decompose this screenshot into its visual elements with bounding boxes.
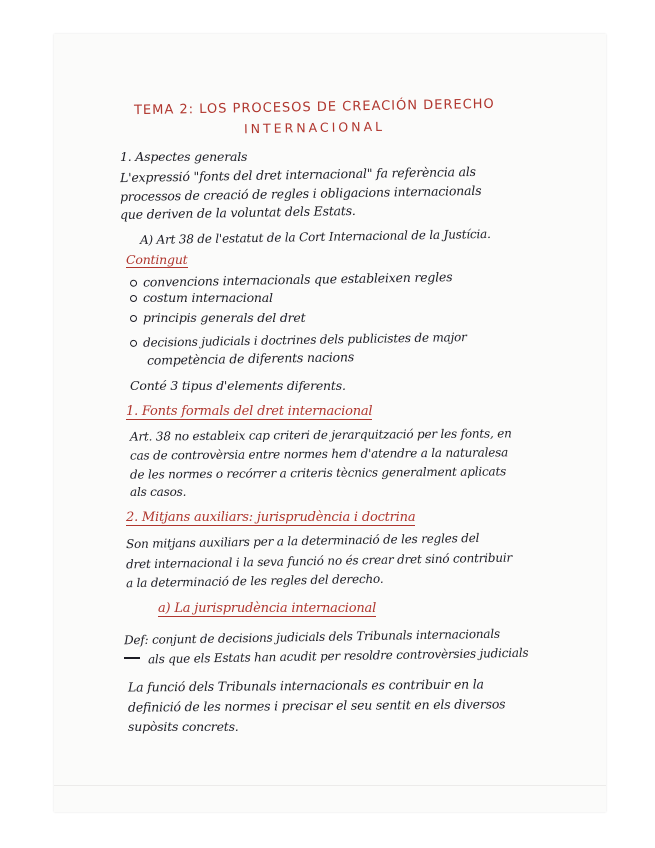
contingut-item-4-continuation: competència de diferents nacions: [146, 349, 355, 368]
section-heading-fonts-formals: 1. Fonts formals del dret internacional: [126, 404, 373, 419]
contingut-item-2-text: costum internacional: [143, 290, 273, 305]
mitjans-body-line-2: dret internacional i la seva funció no és crear dret sinó contribuir: [125, 550, 513, 572]
bullet-icon: [130, 340, 137, 347]
contingut-item-3: [130, 310, 305, 325]
contingut-item-2: [130, 290, 273, 305]
fonts-body-line-1: Art. 38 no estableix cap criteri de jerarquització per les fonts, en: [129, 426, 512, 444]
definition-dash: [124, 657, 140, 659]
bullet-icon: [130, 295, 137, 302]
mitjans-body-line-3: a la determinació de les regles del derecho.: [125, 571, 384, 591]
intro-line-3: que deriven de la voluntat dels Estats.: [119, 202, 356, 223]
bullet-icon: [130, 315, 137, 322]
page-title-line2: INTERNACIONAL: [243, 118, 386, 137]
contingut-item-4: [130, 330, 467, 350]
intro-line-1: L'expressió "fonts del dret internacional" fa referència als: [119, 163, 476, 186]
fonts-body-line-4: als casos.: [130, 485, 187, 499]
fonts-body-line-3: de les normes o recórrer a criteris tècnics generalment aplicats: [129, 464, 507, 482]
intro-line-2: processos de creació de regles i obligacions internacionals: [119, 182, 482, 205]
sub-heading-jurisprudencia: a) La jurisprudència internacional: [158, 601, 377, 616]
article-38-line: A) Art 38 de l'estatut de la Cort Internacional de la Justícia.: [139, 226, 491, 248]
function-line-3: supòsits concrets.: [128, 719, 239, 734]
section-heading-mitjans-auxiliars: 2. Mitjans auxiliars: jurisprudència i doctrina: [126, 510, 416, 525]
function-line-1: La funció dels Tribunals internacionals es contribuir en la: [127, 676, 484, 695]
contingut-item-4-text: decisions judicials i doctrines dels publicistes de major: [142, 330, 467, 350]
fonts-body-line-2: cas de controvèrsia entre normes hem d'atendre a la naturalesa: [129, 445, 509, 463]
mitjans-body-line-1: Son mitjans auxiliars per a la determinació de les regles del: [125, 530, 480, 552]
definition-line-2: als que els Estats han acudit per resoldre controvèrsies judicials: [147, 645, 529, 667]
page-title: TEMA 2: LOS PROCESOS DE CREACIÓN DERECHO: [133, 96, 495, 119]
contingut-item-1: [130, 269, 453, 290]
definition-line-1: Def: conjunt de decisions judicials dels Tribunals internacionals: [123, 626, 501, 648]
notebook-page: [54, 34, 606, 812]
contingut-item-1-text: convencions internacionals que estableixen regles: [142, 269, 453, 290]
summary-line: Conté 3 tipus d'elements diferents.: [130, 378, 346, 393]
section-heading-aspectes: 1. Aspectes generals: [120, 149, 248, 164]
contingut-item-3-text: principis generals del dret: [143, 310, 306, 325]
bullet-icon: [130, 280, 137, 287]
contingut-label: Contingut: [126, 252, 188, 267]
function-line-2: definició de les normes i precisar el seu sentit en els diversos: [127, 696, 506, 715]
